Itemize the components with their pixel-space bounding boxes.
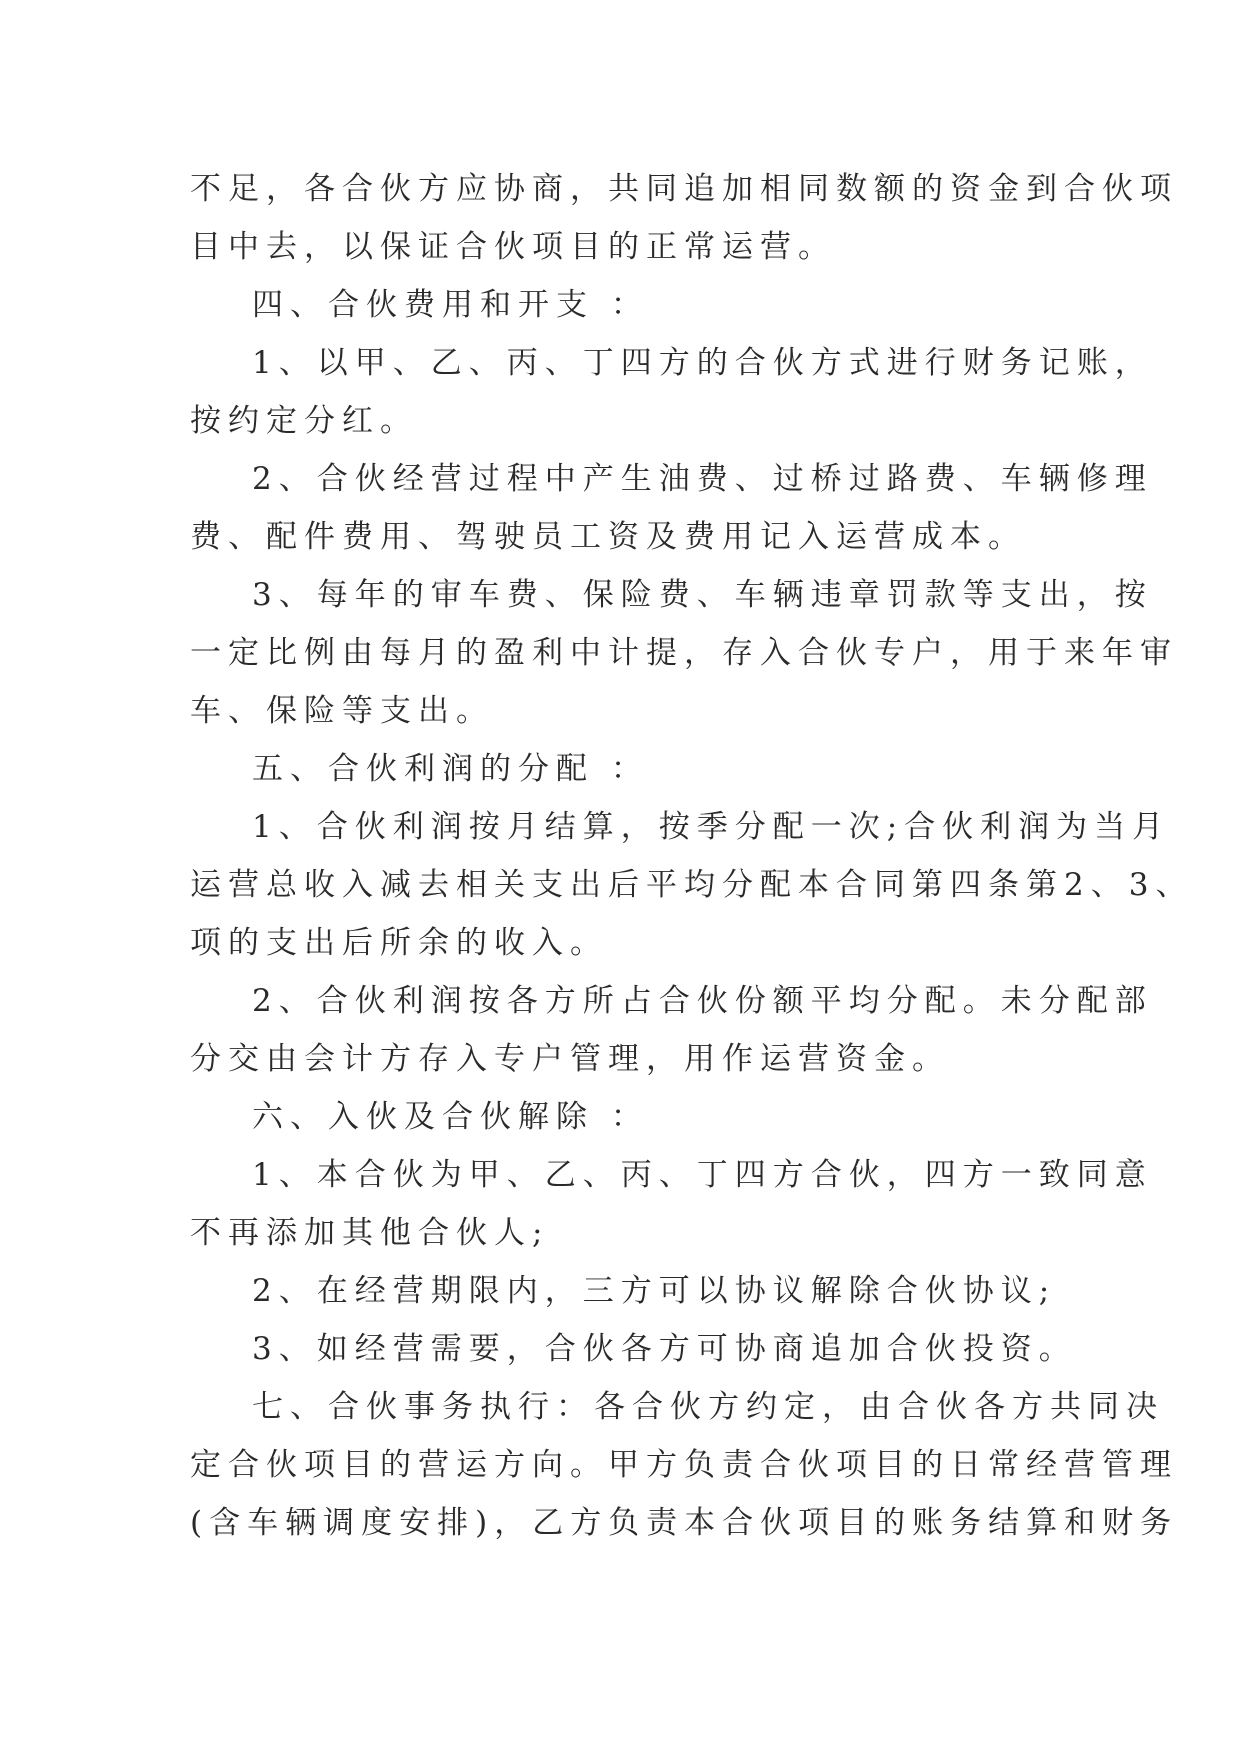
document-page (190, 160, 1194, 1552)
text-line: 四、合伙费用和开支 ： (252, 287, 649, 323)
text-line: 3、如经营需要，合伙各方可协商追加合伙投资。 (252, 1331, 1077, 1367)
text-line: (含车辆调度安排)，乙方负责本合伙项目的账务结算和财务 (190, 1505, 1179, 1541)
text-line: 按约定分红。 (190, 403, 418, 439)
text-line: 五、合伙利润的分配 ： (252, 751, 649, 787)
text-line: 运营总收入减去相关支出后平均分配本合同第四条第2、3、 (190, 867, 1194, 903)
text-line: 2、在经营期限内，三方可以协议解除合伙协议; (252, 1273, 1057, 1309)
text-line: 2、合伙经营过程中产生油费、过桥过路费、车辆修理 (252, 461, 1153, 497)
text-line: 不足，各合伙方应协商，共同追加相同数额的资金到合伙项 (190, 171, 1178, 207)
text-line: 1、以甲、乙、丙、丁四方的合伙方式进行财务记账， (252, 345, 1153, 381)
text-line: 一定比例由每月的盈利中计提，存入合伙专户，用于来年审 (190, 635, 1178, 671)
text-line: 六、入伙及合伙解除 ： (252, 1099, 649, 1135)
text-line: 分交由会计方存入专户管理，用作运营资金。 (190, 1041, 950, 1077)
text-line: 费、配件费用、驾驶员工资及费用记入运营成本。 (190, 519, 1026, 555)
text-line: 定合伙项目的营运方向。甲方负责合伙项目的日常经营管理 (190, 1447, 1178, 1483)
text-line: 2、合伙利润按各方所占合伙份额平均分配。未分配部 (252, 983, 1153, 1019)
text-line: 项的支出后所余的收入。 (190, 925, 608, 961)
text-line: 3、每年的审车费、保险费、车辆违章罚款等支出，按 (252, 577, 1153, 613)
text-line: 目中去，以保证合伙项目的正常运营。 (190, 229, 836, 265)
text-line: 1、本合伙为甲、乙、丙、丁四方合伙，四方一致同意 (252, 1157, 1153, 1193)
text-line: 车、保险等支出。 (190, 693, 494, 729)
text-line: 不再添加其他合伙人; (190, 1215, 550, 1251)
text-line: 1、合伙利润按月结算，按季分配一次;合伙利润为当月 (252, 809, 1171, 845)
text-line: 七、合伙事务执行：各合伙方约定，由合伙各方共同决 (252, 1389, 1164, 1425)
